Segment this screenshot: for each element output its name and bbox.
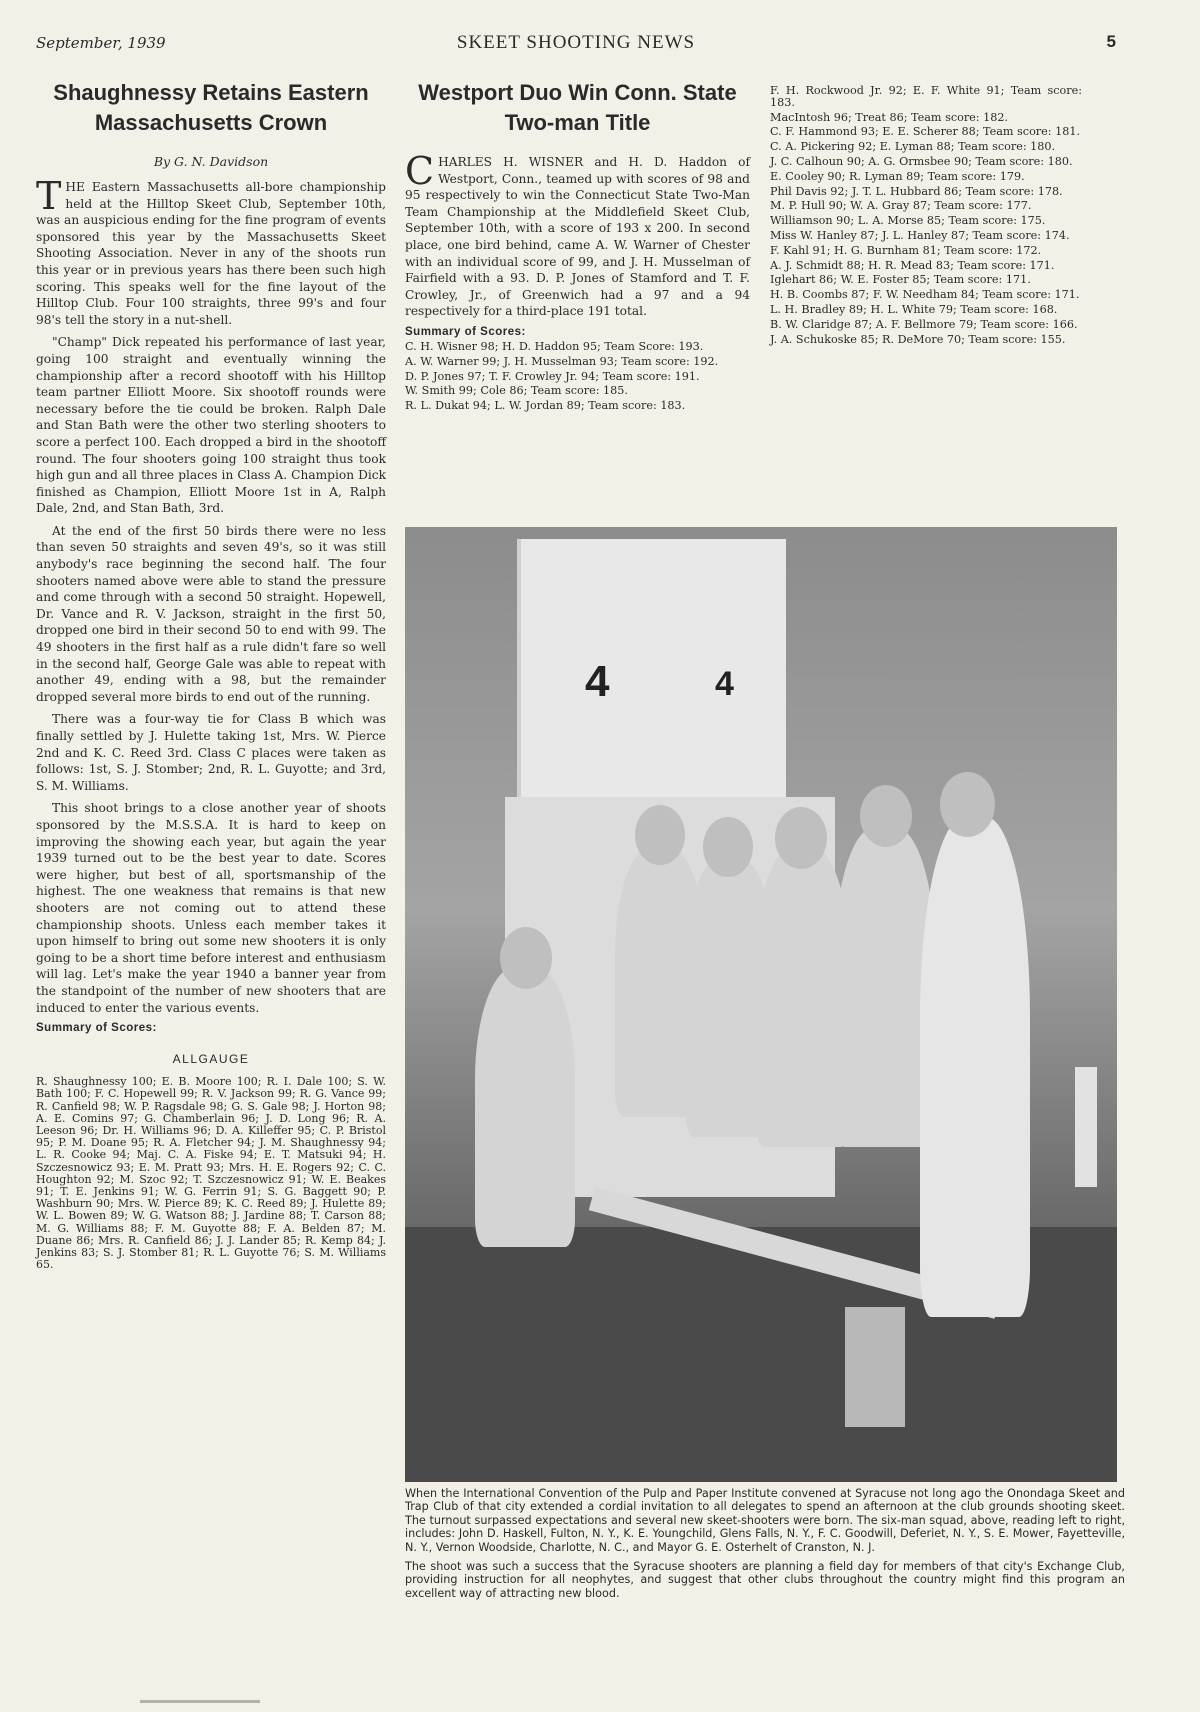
score-list-continued <box>770 85 1082 348</box>
score-line: W. Smith 99; Cole 86; Team score: 185. <box>405 384 628 398</box>
drop-cap: C <box>405 149 435 193</box>
score-line: A. J. Schmidt 88; H. R. Mead 83; Team score: 171. <box>770 258 1055 272</box>
score-line: B. W. Claridge 87; A. F. Bellmore 79; Team score: 166. <box>770 317 1078 331</box>
summary-heading: Summary of Scores: <box>36 1022 157 1035</box>
score-line: R. L. Dukat 94; L. W. Jordan 89; Team score: 183. <box>405 399 686 413</box>
score-line: H. B. Coombs 87; F. W. Needham 84; Team score: 171. <box>770 288 1080 302</box>
allgauge-heading: ALLGAUGE <box>172 1052 250 1067</box>
score-line: C. F. Hammond 93; E. E. Scherer 88; Team score: 181. <box>770 125 1081 139</box>
score-line: F. Kahl 91; H. G. Burnham 81; Team score: 172. <box>770 243 1042 257</box>
person-6 <box>920 817 1030 1317</box>
page-number: 5 <box>1106 32 1116 51</box>
article-paragraph: THE Eastern Massachusetts all-bore championship held at the Hilltop Skeet Club, September 10th, was an auspicious ending for the fine program of events sponsored this year by the Massachusetts Skeet Shooting Association. Never in any of the shoots run this year or in previous years has there been such high scoring. This speaks well for the fine layout of the Hilltop Club. Four 100 straights, three 99's and four 98's tell the story in a nut-shell. <box>36 174 386 327</box>
score-line: M. P. Hull 90; W. A. Gray 87; Team score: 177. <box>770 199 1032 213</box>
article-headline: Shaughnessy Retains Eastern Massachusetts Crown <box>53 80 369 135</box>
score-line: L. H. Bradley 89; H. L. White 79; Team score: 168. <box>770 302 1058 316</box>
article-paragraph: CHARLES H. WISNER and H. D. Haddon of Westport, Conn., teamed up with scores of 98 and 95 respectively to win the Connecticut State Two-Man Team Championship at the Middlefield Skeet Club, September 10th, with a score of 193 x 200. In second place, one bird behind, came A. W. Warner of Chester with an individual score of 99, and J. H. Musselman of Fairfield with a 93. D. P. Jones of Stamford and T. F. Crowley, Jr., of Greenwich had a 97 and a 94 respectively for a third-place 191 total. <box>405 149 750 319</box>
score-line: F. H. Rockwood Jr. 92; E. F. White 91; Team score: 183. <box>770 84 1082 109</box>
score-line: E. Cooley 90; R. Lyman 89; Team score: 179. <box>770 169 1025 183</box>
caption-paragraph: The shoot was such a success that the Syracuse shooters are planning a field day for members of that city's Exchange Club, providing instruction for all neophytes, and suggest that other clubs throughout the country might find this program an excellent way of attracting new blood. <box>405 1560 1125 1600</box>
score-line: Phil Davis 92; J. T. L. Hubbard 86; Team score: 178. <box>770 184 1063 198</box>
article-shaughnessy <box>36 78 386 1271</box>
score-line: Miss W. Hanley 87; J. L. Hanley 87; Team score: 174. <box>770 228 1070 242</box>
score-line: A. W. Warner 99; J. H. Musselman 93; Team score: 192. <box>405 354 719 368</box>
article-paragraph: At the end of the first 50 birds there were no less than seven 50 straights and seven 49's, so it was still anybody's race beginning the second half. The four shooters named above were able to stand the pressure and come through with a second 50 straight. Hopewell, Dr. Vance and R. V. Jackson, straight in the first 50, dropped one bird in their second 50 to end with 99. The 49 shooters in the first half as a rule didn't fare so well in the second half, George Gale was able to repeat with another 49, ending with a 98, but the remainder dropped several more birds to end out of the running. <box>36 523 386 704</box>
person-1-head <box>500 927 552 989</box>
person-2-head <box>635 805 685 865</box>
article-paragraph: "Champ" Dick repeated his performance of last year, going 100 straight and eventually winning the championship after a record shootoff with his Hilltop team partner Elliott Moore. Six shootoff rounds were necessary before the tie could be broken. Ralph Dale and Stan Bath were the other two sterling shooters to score a perfect 100. Each dropped a bird in the shootoff round. The four shooters going 100 straight thus took high gun and all three places in Class A. Champion Dick finished as Champion, Elliott Moore 1st in A, Ralph Dale, 2nd, and Stan Bath, 3rd. <box>36 335 386 516</box>
bench-leg <box>845 1307 905 1427</box>
field-post <box>1075 1067 1097 1187</box>
person-1 <box>475 967 575 1247</box>
article-byline: By G. N. Davidson <box>153 154 269 169</box>
score-line: C. H. Wisner 98; H. D. Haddon 95; Team Score: 193. <box>405 339 704 353</box>
score-line: Williamson 90; L. A. Morse 85; Team score: 175. <box>770 214 1046 228</box>
page-edge-rule <box>140 1700 260 1703</box>
tower-number-front: 4 <box>585 657 610 706</box>
score-line: Iglehart 86; W. E. Foster 85; Team score: 171. <box>770 273 1031 287</box>
article-westport <box>405 78 750 415</box>
photo-caption <box>405 1487 1125 1606</box>
article-paragraph: There was a four-way tie for Class B which was finally settled by J. Hulette taking 1st, Mrs. W. Pierce 2nd and K. C. Reed 3rd. Class C places were taken as follows: 1st, S. J. Stomber; 2nd, R. L. Guyotte; and 3rd, S. M. Williams. <box>36 712 386 793</box>
publication-title: SKEET SHOOTING NEWS <box>456 32 696 53</box>
allgauge-scores: R. Shaughnessy 100; E. B. Moore 100; R. I. Dale 100; S. W. Bath 100; F. C. Hopewell 99; R. V. Jackson 99; R. G. Vance 99; R. Canfield 98; W. P. Ragsdale 98; G. S. Gale 98; J. Horton 98; A. E. Comins 97; G. Chamberlain 96; J. D. Long 96; R. A. Leeson 96; Dr. H. Williams 96; D. A. Killeffer 95; C. P. Bristol 95; P. M. Doane 95; R. A. Fletcher 94; J. M. Shaughnessy 94; L. R. Cooke 94; Maj. C. A. Fiske 94; E. T. Matsuki 94; H. Szczesnowicz 93; E. M. Pratt 93; Mrs. H. E. Rogers 92; C. C. Houghton 92; M. Szoc 92; T. Szczesnowicz 91; W. E. Beakes 91; T. E. Jenkins 91; W. G. Ferrin 91; S. G. Baggett 90; P. Washburn 90; Mrs. W. Pierce 89; K. C. Reed 89; J. Hulette 89; W. L. Bowen 89; W. G. Watson 88; J. Jardine 88; T. Carson 88; M. G. Williams 88; F. M. Guyotte 88; F. A. Belden 87; M. Duane 86; Mrs. R. Canfield 86; J. J. Lander 85; R. Kemp 84; J. Jenkins 83; S. J. Stomber 81; R. L. Guyotte 76; S. M. Williams 65. <box>36 1075 386 1272</box>
person-6-head <box>940 772 995 837</box>
page-header <box>36 30 1116 62</box>
article-headline: Westport Duo Win Conn. State Two-man Title <box>418 80 737 135</box>
score-line: C. A. Pickering 92; E. Lyman 88; Team score: 180. <box>770 140 1056 154</box>
score-line: MacIntosh 96; Treat 86; Team score: 182. <box>770 110 1009 124</box>
summary-heading: Summary of Scores: <box>405 325 526 338</box>
drop-cap: T <box>36 174 62 218</box>
person-4-head <box>775 807 827 869</box>
issue-date: September, 1939 <box>36 34 166 52</box>
tower-number-side: 4 <box>715 665 734 703</box>
article-paragraph: This shoot brings to a close another year of shoots sponsored by the M.S.S.A. It is hard to keep on improving the showing each year, but again the year 1939 turned out to be the best year to date. Scores were higher, but best of all, sportsmanship of the highest. The one weakness that remains is that new shooters are not coming out to attend these championship shoots. Unless each member takes it upon himself to bring out some new shooters it is only going to be a short time before interest and enthusiasm will lag. Let's make the year 1940 a banner year from the standpoint of the number of new shooters that are induced to enter the various events. <box>36 801 386 1015</box>
caption-paragraph: When the International Convention of the Pulp and Paper Institute convened at Syracuse not long ago the Onondaga Skeet and Trap Club of that city extended a cordial invitation to all delegates to spend an afternoon at the club grounds shooting skeet. The turnout surpassed expectations and several new skeet-shooters were born. The six-man squad, above, reading left to right, includes: John D. Haskell, Fulton, N. Y., K. E. Youngchild, Glens Falls, N. Y., F. C. Goodwill, Deferiet, N. Y., S. E. Mower, Fayetteville, N. Y., Vernon Woodside, Charlotte, N. C., and Mayor G. E. Osterhelt of Cranston, N. J. <box>405 1487 1125 1554</box>
score-line: J. C. Calhoun 90; A. G. Ormsbee 90; Team score: 180. <box>770 154 1073 168</box>
score-line: D. P. Jones 97; T. F. Crowley Jr. 94; Team score: 191. <box>405 369 700 383</box>
score-line: J. A. Schukoske 85; R. DeMore 70; Team score: 155. <box>770 332 1066 346</box>
squad-photo <box>405 527 1117 1482</box>
person-3-head <box>703 817 753 877</box>
person-5-head <box>860 785 912 847</box>
